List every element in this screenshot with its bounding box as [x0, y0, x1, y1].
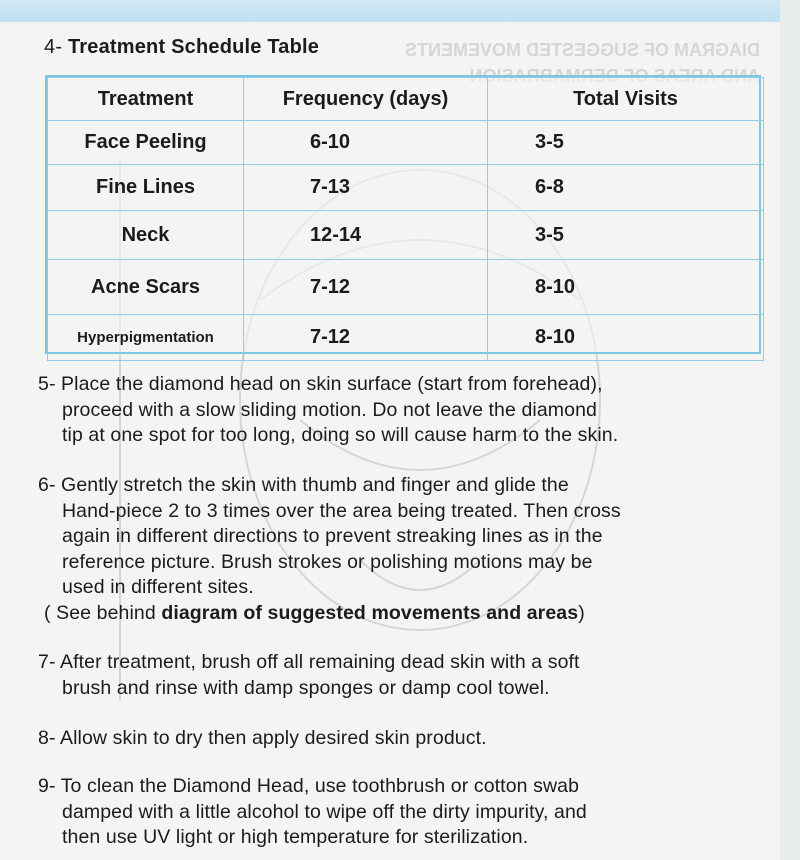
visits-value: 3-5	[488, 121, 764, 165]
treatment-name: Face Peeling	[48, 121, 244, 165]
see-behind-note	[38, 601, 778, 627]
frequency-value: 7-12	[244, 260, 488, 315]
step-8	[38, 726, 778, 752]
step-line: tip at one spot for too long, doing so will cause harm to the skin.	[62, 424, 619, 446]
visits-value: 8-10	[488, 260, 764, 315]
step-line: Hand-piece 2 to 3 times over the area being treated. Then cross	[62, 499, 621, 522]
frequency-value: 12-14	[244, 211, 488, 260]
step-line: 5- Place the diamond head on skin surface (start from forehead),	[38, 373, 603, 395]
step-line: again in different directions to prevent streaking lines as in the	[62, 525, 603, 547]
step-6	[38, 473, 778, 626]
treatment-schedule-table	[45, 75, 761, 354]
see-behind-prefix: ( See behind	[44, 601, 162, 624]
page-edge-strip	[780, 0, 800, 860]
heading-title: Treatment Schedule Table	[67, 36, 320, 58]
step-5	[38, 372, 778, 449]
see-behind-suffix: )	[578, 601, 585, 624]
frequency-value: 6-10	[244, 121, 488, 165]
step-line: 6- Gently stretch the skin with thumb and finger and glide the	[38, 474, 569, 496]
table-row	[48, 315, 764, 361]
table-row	[48, 211, 764, 260]
step-7	[38, 650, 778, 701]
step-line: 8- Allow skin to dry then apply desired skin product.	[38, 727, 487, 749]
table-row	[48, 121, 764, 165]
table-row	[48, 165, 764, 211]
header-treatment: Treatment	[48, 78, 244, 121]
visits-value: 8-10	[488, 315, 764, 361]
step-line: 7- After treatment, brush off all remaining dead skin with a soft	[38, 651, 580, 673]
visits-value: 3-5	[488, 211, 764, 260]
section-heading	[44, 36, 319, 59]
treatment-name: Neck	[48, 211, 244, 260]
see-behind-bold: diagram of suggested movements and areas	[161, 601, 579, 624]
step-line: 9- To clean the Diamond Head, use toothbrush or cotton swab	[38, 775, 580, 797]
table-row	[48, 260, 764, 315]
step-line: damped with a little alcohol to wipe off the dirty impurity, and	[62, 800, 587, 823]
top-color-band	[0, 0, 780, 22]
header-total-visits: Total Visits	[488, 78, 764, 121]
step-line: reference picture. Brush strokes or polishing motions may be	[62, 550, 593, 573]
step-line: then use UV light or high temperature for sterilization.	[62, 826, 529, 848]
frequency-value: 7-12	[244, 315, 488, 361]
treatment-name: Hyperpigmentation	[48, 315, 244, 361]
step-9	[38, 774, 778, 851]
step-line: brush and rinse with damp sponges or damp cool towel.	[62, 676, 550, 699]
frequency-value: 7-13	[244, 165, 488, 211]
table-header-row	[48, 78, 764, 121]
watermark-title-1: DIAGRAM OF SUGGESTED MOVEMENTS	[404, 40, 760, 60]
step-line: used in different sites.	[62, 576, 254, 598]
treatment-name: Fine Lines	[48, 165, 244, 211]
step-line: proceed with a slow sliding motion. Do not leave the diamond	[62, 398, 597, 421]
visits-value: 6-8	[488, 165, 764, 211]
header-frequency: Frequency (days)	[244, 78, 488, 121]
heading-number: 4-	[44, 36, 63, 58]
treatment-name: Acne Scars	[48, 260, 244, 315]
